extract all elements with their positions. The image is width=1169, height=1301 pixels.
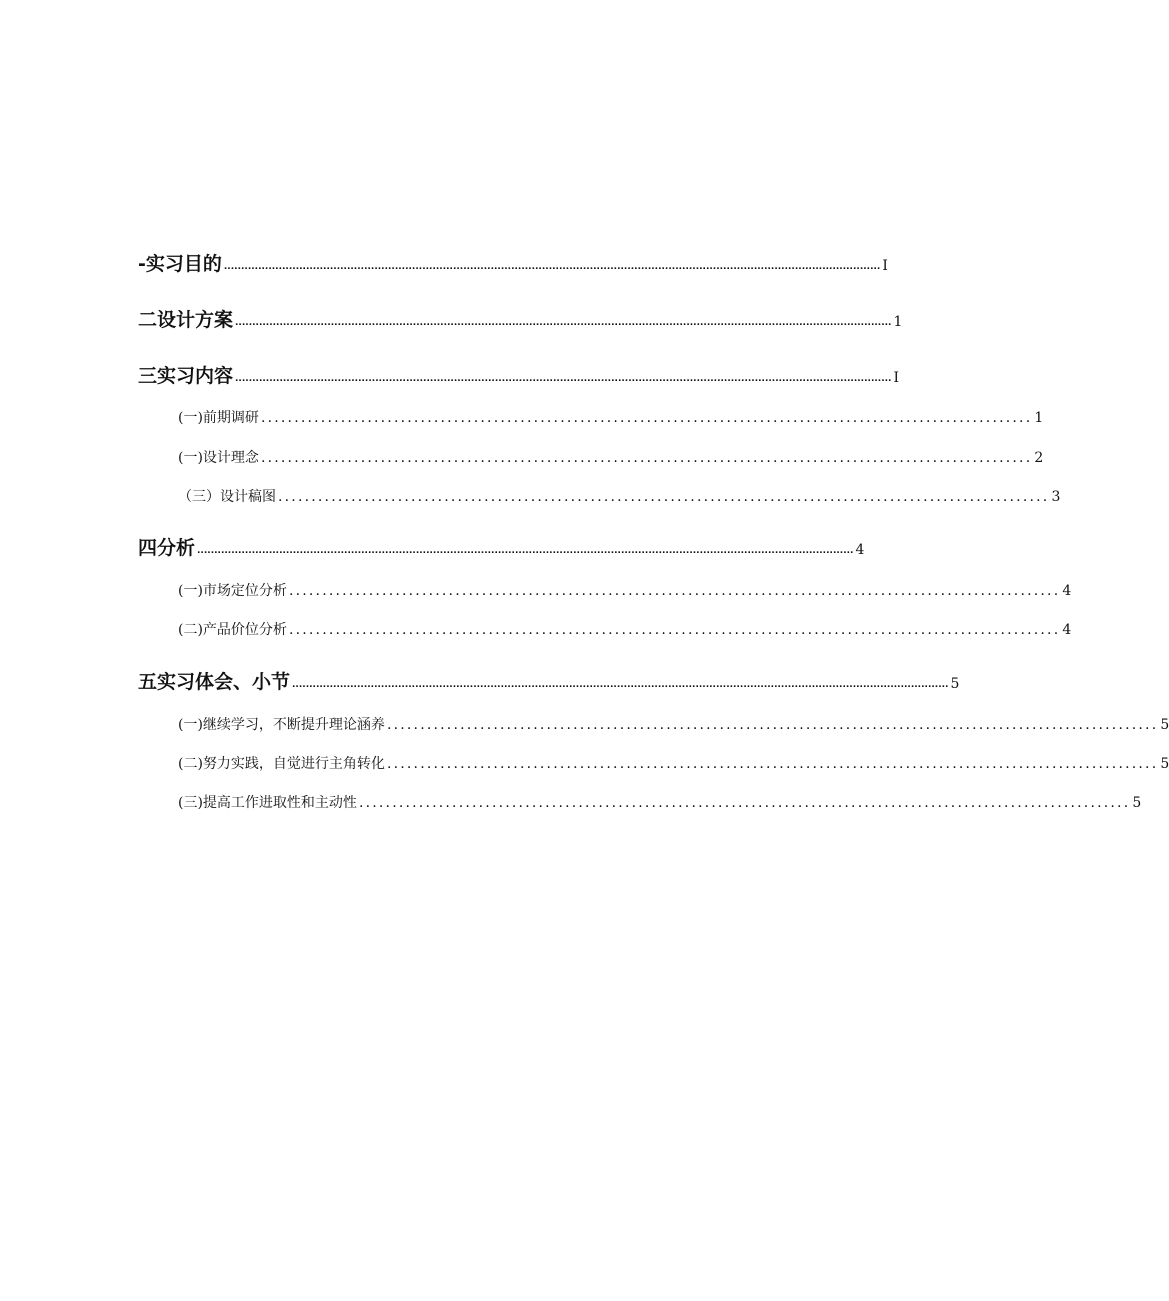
- toc-dot-leader: ....................................................................................................................: [278, 489, 1050, 505]
- toc-entry-label: (二)努力实践，自觉进行主角转化: [178, 756, 385, 772]
- toc-entry-4-2[interactable]: [178, 620, 1072, 640]
- toc-dot-leader: ....................................................................................................................: [260, 450, 1033, 466]
- toc-entry-5-2[interactable]: [178, 754, 1169, 774]
- toc-entry-label: (二)产品价位分析: [178, 622, 287, 638]
- toc-entry-page: 5: [1160, 756, 1169, 772]
- toc-entry-page: 4: [1062, 622, 1072, 638]
- toc-entry-page: 3: [1051, 489, 1061, 505]
- toc-dot-leader: ................................................................................................................................................................................................: [223, 262, 881, 272]
- toc-entry-label: （三）设计稿图: [178, 489, 276, 505]
- toc-entry-label: 四分析: [138, 537, 196, 559]
- toc-entry-label: 五实习体会、小节: [138, 671, 291, 693]
- toc-dot-leader: ....................................................................................................................: [386, 756, 1159, 772]
- toc-entry-label: (一)设计理念: [178, 450, 259, 466]
- toc-entry-2[interactable]: [138, 308, 903, 332]
- toc-dot-leader: ....................................................................................................................: [386, 717, 1159, 733]
- toc-entry-3[interactable]: [138, 364, 899, 388]
- toc-entry-5[interactable]: [138, 670, 960, 694]
- toc-entry-4[interactable]: [138, 536, 865, 560]
- toc-entry-3-2[interactable]: [178, 448, 1044, 468]
- toc-entry-3-3[interactable]: [178, 487, 1061, 507]
- toc-dot-leader: ................................................................................................................................................................................................: [235, 374, 892, 384]
- toc-dot-leader: ....................................................................................................................: [260, 410, 1033, 426]
- toc-entry-5-1[interactable]: [178, 715, 1169, 735]
- toc-dot-leader: ....................................................................................................................: [288, 622, 1061, 638]
- toc-entry-label: (一)继续学习，不断提升理论涵养: [178, 717, 385, 733]
- toc-entry-label: (三)提高工作进取性和主动性: [178, 795, 357, 811]
- toc-entry-label: 二设计方案: [138, 309, 234, 331]
- toc-entry-label: 三实习内容: [138, 365, 234, 387]
- toc-entry-5-3[interactable]: [178, 793, 1142, 813]
- toc-entry-label: (一)市场定位分析: [178, 583, 287, 599]
- toc-entry-page: 1: [1034, 410, 1044, 426]
- toc-dot-leader: ....................................................................................................................: [358, 795, 1131, 811]
- toc-dot-leader: ................................................................................................................................................................................................: [235, 318, 892, 328]
- toc-entry-page: I: [893, 370, 899, 386]
- toc-entry-page: 5: [1160, 717, 1169, 733]
- toc-entry-3-1[interactable]: [178, 408, 1044, 428]
- toc-dot-leader: ................................................................................................................................................................................................: [197, 546, 854, 556]
- toc-entry-page: 5: [950, 676, 960, 692]
- toc-dot-leader: ................................................................................................................................................................................................: [292, 680, 949, 690]
- toc-entry-label: (一)前期调研: [178, 410, 259, 426]
- toc-entry-page: 4: [1062, 583, 1072, 599]
- toc-dot-leader: ....................................................................................................................: [288, 583, 1061, 599]
- toc-entry-1[interactable]: [138, 252, 888, 276]
- toc-entry-4-1[interactable]: [178, 581, 1072, 601]
- toc-entry-label: -实习目的: [138, 253, 222, 275]
- toc-entry-page: 5: [1132, 795, 1142, 811]
- toc-entry-page: I: [882, 258, 888, 274]
- toc-entry-page: 2: [1034, 450, 1044, 466]
- toc-entry-page: 4: [855, 542, 865, 558]
- toc-entry-page: 1: [893, 314, 903, 330]
